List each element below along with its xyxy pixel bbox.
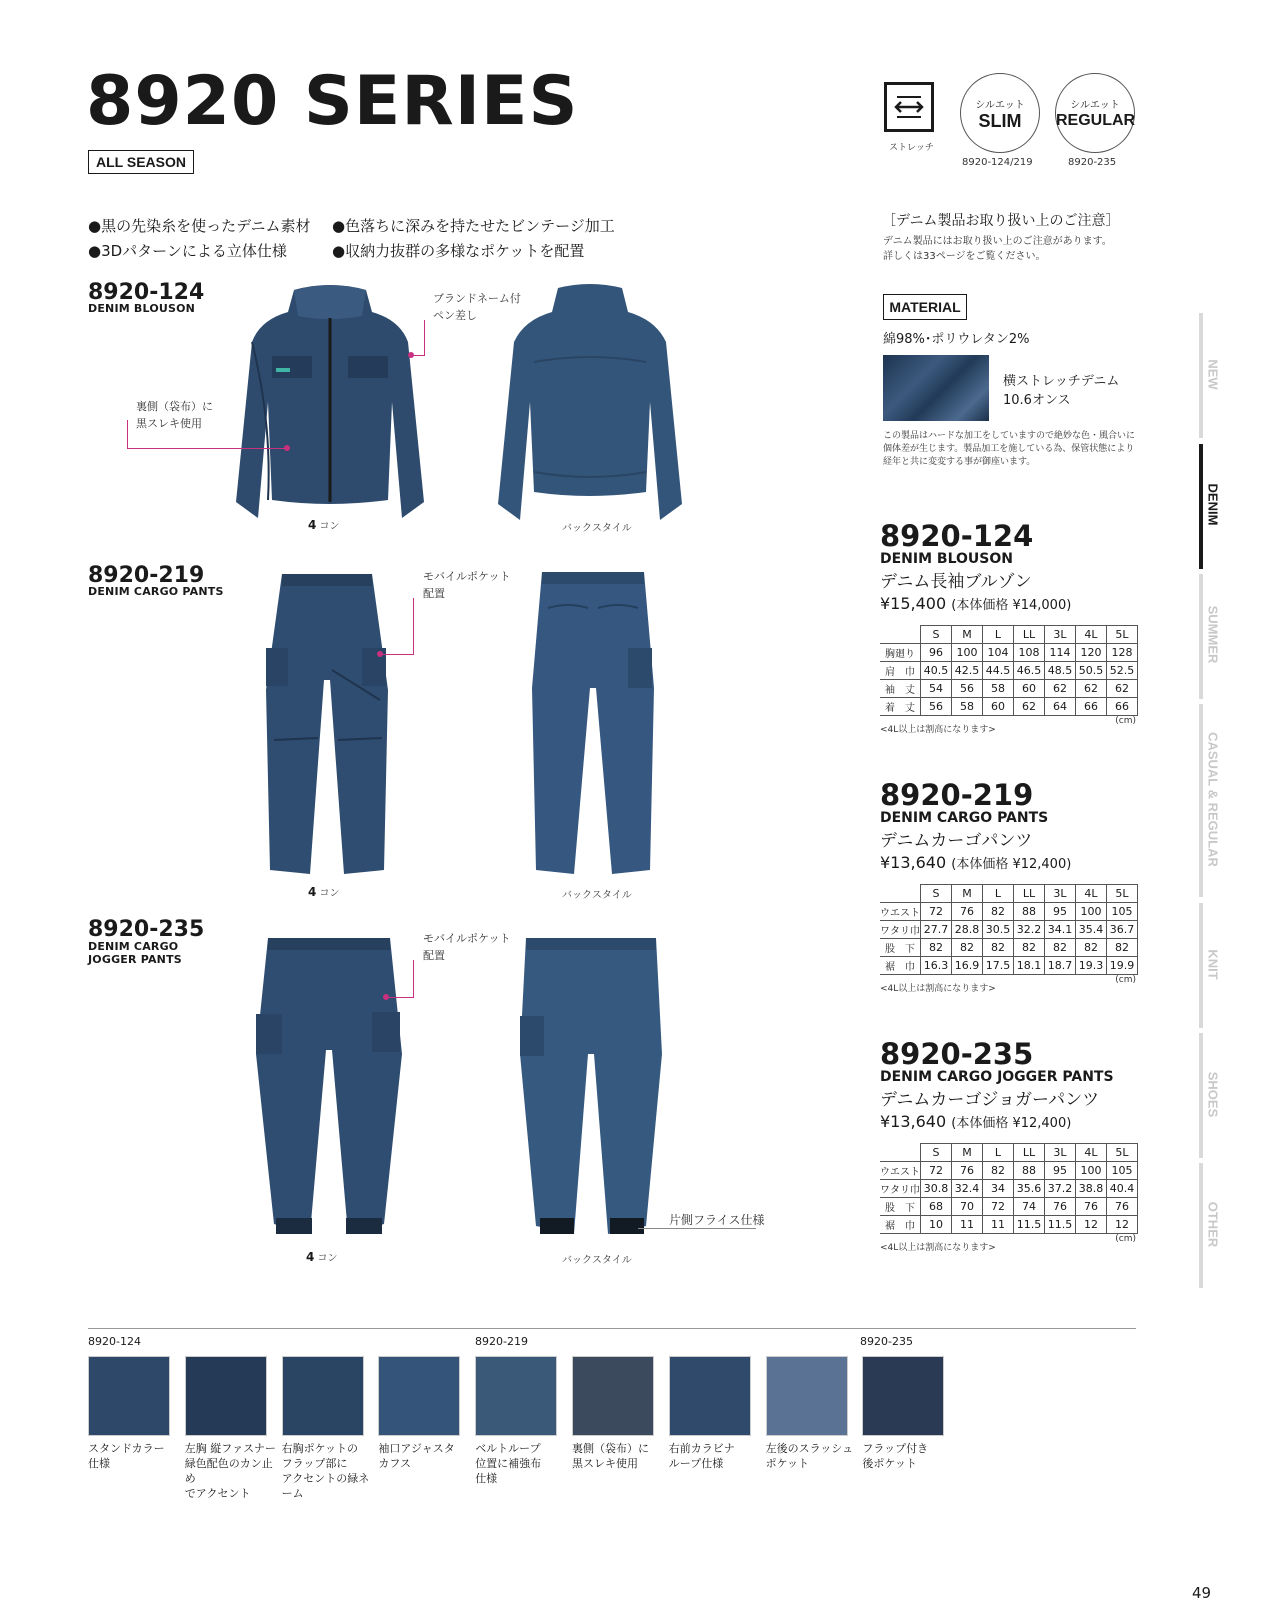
size-value: 72 — [983, 1198, 1014, 1216]
detail-thumbnail — [282, 1356, 364, 1436]
size-value: 58 — [952, 698, 983, 716]
size-value: 48.5 — [1045, 662, 1076, 680]
side-tab-bar[interactable] — [1199, 444, 1203, 569]
size-header: S — [921, 626, 952, 644]
size-row-label: 胸廻り — [880, 644, 921, 662]
detail-caption-line: カフス — [378, 1457, 411, 1470]
size-value: 82 — [983, 939, 1014, 957]
detail-caption — [378, 1441, 470, 1471]
side-tab-bar[interactable] — [1199, 1033, 1203, 1158]
blouson-front-image — [232, 282, 428, 528]
blouson-back-image — [494, 282, 686, 528]
price-note: (本体価格 ¥12,400) — [951, 857, 1072, 872]
colour-unit: コン — [319, 888, 340, 899]
size-header: 5L — [1107, 885, 1138, 903]
silhouette-regular-badge — [1055, 73, 1135, 153]
size-value: 42.5 — [952, 662, 983, 680]
detail-thumbnail — [862, 1356, 944, 1436]
detail-caption-line: ループ仕様 — [668, 1457, 724, 1470]
size-value: 82 — [1045, 939, 1076, 957]
price-note: (本体価格 ¥14,000) — [951, 598, 1072, 613]
cargo-back-image — [528, 568, 658, 882]
size-value: 104 — [983, 644, 1014, 662]
size-value: 68 — [921, 1198, 952, 1216]
size-value: 82 — [921, 939, 952, 957]
size-value: 88 — [1014, 903, 1045, 921]
size-unit: (cm) — [1115, 1234, 1136, 1244]
size-value: 18.1 — [1014, 957, 1045, 975]
size-value: 35.4 — [1076, 921, 1107, 939]
details-group-label: 8920-219 — [475, 1335, 528, 1348]
size-row — [880, 1180, 1138, 1198]
size-row — [880, 644, 1138, 662]
callout-leader — [638, 1228, 756, 1229]
size-header: L — [983, 626, 1014, 644]
size-value: 27.7 — [921, 921, 952, 939]
size-value: 38.8 — [1076, 1180, 1107, 1198]
cargo-name: DENIM CARGO PANTS — [88, 585, 224, 598]
size-value: 108 — [1014, 644, 1045, 662]
size-note: <4L以上は割高になります> — [880, 984, 996, 994]
fabric-swatch — [883, 355, 989, 421]
silhouette-value: SLIM — [978, 111, 1022, 131]
blouson-name: DENIM BLOUSON — [88, 302, 196, 315]
jogger-code: 8920-235 — [88, 917, 205, 942]
callout-line: モバイルポケット — [423, 570, 511, 583]
size-header: 4L — [1076, 885, 1107, 903]
fabric-description — [1003, 372, 1119, 410]
detail-caption-line: 裏側（袋布）に — [572, 1442, 649, 1455]
side-tab-shoes[interactable]: SHOES — [1205, 1071, 1221, 1118]
size-row — [880, 698, 1138, 716]
size-value: 34 — [983, 1180, 1014, 1198]
size-row-label: ワタリ巾 — [880, 921, 921, 939]
size-value: 62 — [1076, 680, 1107, 698]
size-value: 74 — [1014, 1198, 1045, 1216]
size-value: 114 — [1045, 644, 1076, 662]
callout-mobile-pocket — [423, 568, 510, 602]
size-row-label: 肩 巾 — [880, 662, 921, 680]
detail-caption-line: 黒スレキ使用 — [572, 1457, 638, 1470]
product-code: 8920-219 — [880, 778, 1034, 812]
size-header: M — [952, 626, 983, 644]
size-header: 3L — [1045, 626, 1076, 644]
product-name-en: DENIM CARGO PANTS — [880, 810, 1049, 826]
size-value: 30.8 — [921, 1180, 952, 1198]
price-value: ¥13,640 — [880, 853, 947, 872]
details-divider — [88, 1328, 1136, 1329]
size-value: 28.8 — [952, 921, 983, 939]
product-name-en: DENIM CARGO JOGGER PANTS — [880, 1069, 1114, 1085]
size-header: M — [952, 885, 983, 903]
side-tab-other[interactable]: OTHER — [1205, 1201, 1221, 1248]
slim-codes: 8920-124/219 — [962, 157, 1033, 168]
size-value: 64 — [1045, 698, 1076, 716]
size-value: 76 — [1076, 1198, 1107, 1216]
size-value: 44.5 — [983, 662, 1014, 680]
callout-leader — [411, 320, 425, 356]
size-value: 36.7 — [1107, 921, 1138, 939]
product-price — [880, 593, 1138, 617]
detail-caption — [475, 1441, 567, 1486]
size-value: 100 — [952, 644, 983, 662]
size-header: L — [983, 1144, 1014, 1162]
size-value: 58 — [983, 680, 1014, 698]
size-value: 60 — [1014, 680, 1045, 698]
size-value: 16.9 — [952, 957, 983, 975]
size-header: 4L — [1076, 626, 1107, 644]
callout-line: モバイルポケット — [423, 932, 511, 945]
size-value: 12 — [1107, 1216, 1138, 1234]
detail-caption-line: 袖口アジャスタ — [378, 1442, 455, 1455]
callout-rib-cuff: 片側フライス仕様 — [669, 1213, 765, 1227]
detail-caption-line: アクセントの緑ネーム — [281, 1472, 370, 1500]
size-header: LL — [1014, 885, 1045, 903]
detail-caption-line: ポケット — [765, 1457, 810, 1470]
detail-caption-line: でアクセント — [184, 1487, 251, 1500]
price-value: ¥13,640 — [880, 1112, 947, 1131]
cargo-front-image — [262, 570, 392, 882]
detail-caption-line: 右前カラビナ — [668, 1442, 735, 1455]
size-value: 11 — [952, 1216, 983, 1234]
size-value: 76 — [1107, 1198, 1138, 1216]
size-value: 17.5 — [983, 957, 1014, 975]
notice-line: デニム製品にはお取り扱い上のご注意があります。 — [883, 236, 1112, 247]
detail-caption-line: 左後のスラッシュ — [765, 1442, 854, 1455]
callout-line: 配置 — [423, 587, 445, 600]
feature-item: ●3Dパターンによる立体仕様 — [88, 242, 287, 260]
silhouette-value: REGULAR — [1056, 112, 1136, 129]
side-tab-casual-regular[interactable]: CASUAL & REGULAR — [1205, 732, 1221, 867]
callout-mobile-pocket — [423, 930, 510, 964]
size-row — [880, 1216, 1138, 1234]
season-badge: ALL SEASON — [88, 150, 194, 174]
size-value: 62 — [1107, 680, 1138, 698]
regular-codes: 8920-235 — [1068, 157, 1117, 168]
size-row-label: ワタリ巾 — [880, 1180, 921, 1198]
caution-line: 個体差が生じます。製品加工を施している為、保管状態により — [883, 444, 1135, 454]
size-row-label: ウエスト — [880, 1162, 921, 1180]
caution-line: この製品はハードな加工をしていますので絶妙な色・風合いに — [883, 431, 1136, 441]
side-tab-bar[interactable] — [1199, 313, 1203, 438]
detail-caption-line: 緑色配色のカン止め — [184, 1457, 273, 1485]
size-value: 70 — [952, 1198, 983, 1216]
product-name-en: DENIM BLOUSON — [880, 551, 1013, 567]
detail-thumbnail — [572, 1356, 654, 1436]
cargo-code: 8920-219 — [88, 563, 205, 588]
size-value: 11 — [983, 1216, 1014, 1234]
size-value: 76 — [1045, 1198, 1076, 1216]
size-value: 46.5 — [1014, 662, 1045, 680]
size-note: <4L以上は割高になります> — [880, 725, 996, 735]
size-header: 5L — [1107, 1144, 1138, 1162]
size-value: 30.5 — [983, 921, 1014, 939]
colour-unit: コン — [317, 1253, 338, 1264]
side-tab-knit[interactable]: KNIT — [1205, 949, 1221, 980]
size-header: LL — [1014, 1144, 1045, 1162]
callout-leader — [380, 598, 414, 655]
fabric-weight: 10.6オンス — [1003, 393, 1071, 408]
fabric-type: 横ストレッチデニム — [1003, 374, 1120, 389]
size-row — [880, 921, 1138, 939]
product-price — [880, 1111, 1138, 1135]
side-tab-denim[interactable]: DENIM — [1205, 483, 1221, 526]
size-row-label: 裾 巾 — [880, 957, 921, 975]
feature-item: ●黒の先染糸を使ったデニム素材 — [88, 217, 311, 235]
size-table — [880, 1143, 1138, 1234]
size-value: 105 — [1107, 903, 1138, 921]
jogger-front-image — [254, 934, 404, 1244]
size-header: S — [921, 1144, 952, 1162]
product-name-jp: デニムカーゴパンツ — [880, 831, 1033, 851]
notice-title: ［デニム製品お取り扱い上のご注意］ — [882, 213, 1120, 229]
callout-point — [284, 445, 290, 451]
price-note: (本体価格 ¥12,400) — [951, 1116, 1072, 1131]
callout-leader — [127, 420, 288, 449]
callout-point — [408, 352, 414, 358]
size-value: 95 — [1045, 1162, 1076, 1180]
size-row-label: 袖 丈 — [880, 680, 921, 698]
detail-caption-line: スタンドカラー — [88, 1442, 165, 1455]
size-value: 56 — [921, 698, 952, 716]
product-name-jp: デニムカーゴジョガーパンツ — [880, 1090, 1100, 1110]
silhouette-slim-badge — [960, 73, 1040, 153]
material-caution — [883, 430, 1135, 469]
size-value: 88 — [1014, 1162, 1045, 1180]
size-value: 32.4 — [952, 1180, 983, 1198]
detail-thumbnail — [766, 1356, 848, 1436]
size-value: 76 — [952, 1162, 983, 1180]
size-value: 35.6 — [1014, 1180, 1045, 1198]
size-value: 40.5 — [921, 662, 952, 680]
size-value: 72 — [921, 903, 952, 921]
callout-line: ペン差し — [433, 309, 477, 322]
size-row — [880, 680, 1138, 698]
detail-caption — [572, 1441, 664, 1471]
detail-caption-line: 後ポケット — [862, 1457, 917, 1470]
side-tab-bar[interactable] — [1199, 1163, 1203, 1288]
size-row — [880, 1162, 1138, 1180]
size-value: 82 — [952, 939, 983, 957]
size-value: 72 — [921, 1162, 952, 1180]
detail-caption-line: 仕様 — [475, 1472, 498, 1485]
size-value: 82 — [983, 1162, 1014, 1180]
size-value: 95 — [1045, 903, 1076, 921]
size-row — [880, 939, 1138, 957]
page-number: 49 — [1192, 1584, 1212, 1602]
size-row — [880, 903, 1138, 921]
product-price — [880, 852, 1138, 876]
cargo-front-caption — [308, 884, 340, 899]
size-value: 11.5 — [1014, 1216, 1045, 1234]
size-table-corner — [880, 885, 921, 903]
callout-point — [383, 994, 389, 1000]
size-row — [880, 1198, 1138, 1216]
side-tab-new[interactable]: NEW — [1205, 359, 1221, 390]
details-group-label: 8920-124 — [88, 1335, 141, 1348]
feature-item: ●収納力抜群の多様なポケットを配置 — [332, 242, 585, 260]
size-header: M — [952, 1144, 983, 1162]
size-value: 19.9 — [1107, 957, 1138, 975]
product-code: 8920-235 — [880, 1037, 1034, 1071]
size-header: L — [983, 885, 1014, 903]
detail-caption-line: 右胸ポケットの — [281, 1442, 359, 1455]
callout-leader — [386, 960, 414, 998]
stretch-label: ストレッチ — [889, 143, 934, 153]
detail-caption-line: フラップ部に — [281, 1457, 348, 1470]
cargo-back-caption: バックスタイル — [562, 890, 632, 901]
material-composition: 綿98%･ポリウレタン2% — [883, 332, 1030, 347]
detail-caption — [185, 1441, 277, 1501]
material-badge: MATERIAL — [883, 294, 967, 320]
jogger-name-line: JOGGER PANTS — [88, 953, 182, 966]
detail-thumbnail — [669, 1356, 751, 1436]
silhouette-label: シルエット — [1070, 100, 1120, 111]
product-spec-block — [880, 778, 1138, 994]
blouson-front-caption — [308, 517, 340, 532]
callout-line: 裏側（袋布）に — [136, 400, 213, 413]
size-value: 62 — [1045, 680, 1076, 698]
colour-unit: コン — [319, 521, 340, 532]
size-row-label: 股 下 — [880, 939, 921, 957]
size-value: 56 — [952, 680, 983, 698]
feature-list — [88, 214, 615, 264]
size-value: 54 — [921, 680, 952, 698]
size-header: S — [921, 885, 952, 903]
size-table-corner — [880, 1144, 921, 1162]
size-value: 96 — [921, 644, 952, 662]
notice-body — [883, 234, 1112, 264]
size-note: <4L以上は割高になります> — [880, 1243, 996, 1253]
notice-line: 詳しくは33ページをご覧ください。 — [883, 251, 1046, 262]
size-row-label: 裾 巾 — [880, 1216, 921, 1234]
size-row — [880, 957, 1138, 975]
size-value: 105 — [1107, 1162, 1138, 1180]
detail-caption-line: ベルトループ — [475, 1442, 541, 1455]
size-value: 52.5 — [1107, 662, 1138, 680]
size-value: 66 — [1076, 698, 1107, 716]
jogger-name-line: DENIM CARGO — [88, 940, 179, 953]
stretch-icon — [884, 82, 934, 132]
callout-brand-name — [433, 290, 521, 324]
colour-count: 4 — [308, 885, 317, 899]
detail-thumbnail — [185, 1356, 267, 1436]
callout-point — [377, 651, 383, 657]
size-value: 62 — [1014, 698, 1045, 716]
callout-line: 配置 — [423, 949, 445, 962]
size-value: 100 — [1076, 1162, 1107, 1180]
size-value: 82 — [983, 903, 1014, 921]
size-value: 66 — [1107, 698, 1138, 716]
jogger-name — [88, 940, 182, 966]
price-value: ¥15,400 — [880, 594, 947, 613]
size-value: 50.5 — [1076, 662, 1107, 680]
jogger-front-caption — [306, 1249, 338, 1264]
size-header: 5L — [1107, 626, 1138, 644]
detail-caption — [669, 1441, 761, 1471]
size-header: 3L — [1045, 885, 1076, 903]
size-value: 18.7 — [1045, 957, 1076, 975]
product-spec-block — [880, 1037, 1138, 1253]
product-name-jp: デニム長袖ブルゾン — [880, 572, 1032, 592]
size-header: 3L — [1045, 1144, 1076, 1162]
size-table — [880, 625, 1138, 716]
size-value: 10 — [921, 1216, 952, 1234]
colour-count: 4 — [306, 1250, 315, 1264]
details-group-label: 8920-235 — [860, 1335, 913, 1348]
jogger-back-caption: バックスタイル — [562, 1255, 632, 1266]
size-table-corner — [880, 626, 921, 644]
colour-count: 4 — [308, 518, 317, 532]
size-table — [880, 884, 1138, 975]
size-value: 34.1 — [1045, 921, 1076, 939]
size-row — [880, 662, 1138, 680]
size-unit: (cm) — [1115, 975, 1136, 985]
callout-line: ブランドネーム付 — [433, 292, 521, 305]
size-value: 82 — [1076, 939, 1107, 957]
detail-thumbnail — [475, 1356, 557, 1436]
detail-caption — [766, 1441, 858, 1471]
side-tab-bar[interactable] — [1199, 574, 1203, 699]
feature-item: ●色落ちに深みを持たせたビンテージ加工 — [332, 217, 615, 235]
size-value: 82 — [1107, 939, 1138, 957]
product-code: 8920-124 — [880, 519, 1034, 553]
size-unit: (cm) — [1115, 716, 1136, 726]
size-row-label: ウエスト — [880, 903, 921, 921]
blouson-code: 8920-124 — [88, 280, 205, 305]
detail-caption-line: 左胸 縦ファスナー — [184, 1442, 276, 1455]
detail-caption-line: 仕様 — [88, 1457, 110, 1470]
blouson-back-caption: バックスタイル — [562, 523, 632, 534]
product-spec-block — [880, 519, 1138, 735]
size-value: 16.3 — [921, 957, 952, 975]
detail-caption-line: フラップ付き — [862, 1442, 929, 1455]
side-tab-bar[interactable] — [1199, 903, 1203, 1028]
side-tab-bar[interactable] — [1199, 704, 1203, 897]
detail-caption-line: 位置に補強布 — [475, 1457, 542, 1470]
size-value: 37.2 — [1045, 1180, 1076, 1198]
size-value: 11.5 — [1045, 1216, 1076, 1234]
size-header: 4L — [1076, 1144, 1107, 1162]
caution-line: 経年と共に変変する事が御座います。 — [883, 457, 1036, 467]
size-value: 82 — [1014, 939, 1045, 957]
side-tab-summer[interactable]: SUMMER — [1205, 605, 1221, 664]
detail-caption — [282, 1441, 374, 1501]
size-value: 60 — [983, 698, 1014, 716]
size-value: 128 — [1107, 644, 1138, 662]
size-row-label: 股 下 — [880, 1198, 921, 1216]
detail-thumbnail — [378, 1356, 460, 1436]
detail-caption — [862, 1441, 954, 1471]
size-header: LL — [1014, 626, 1045, 644]
detail-caption — [88, 1441, 180, 1471]
silhouette-label: シルエット — [975, 100, 1025, 111]
jogger-back-image — [516, 934, 666, 1244]
detail-thumbnail — [88, 1356, 170, 1436]
series-title: 8920 SERIES — [86, 62, 579, 141]
size-value: 32.2 — [1014, 921, 1045, 939]
size-value: 12 — [1076, 1216, 1107, 1234]
callout-line: 黒スレキ使用 — [136, 417, 202, 430]
size-value: 100 — [1076, 903, 1107, 921]
size-row-label: 着 丈 — [880, 698, 921, 716]
size-value: 76 — [952, 903, 983, 921]
size-value: 19.3 — [1076, 957, 1107, 975]
size-value: 40.4 — [1107, 1180, 1138, 1198]
size-value: 120 — [1076, 644, 1107, 662]
